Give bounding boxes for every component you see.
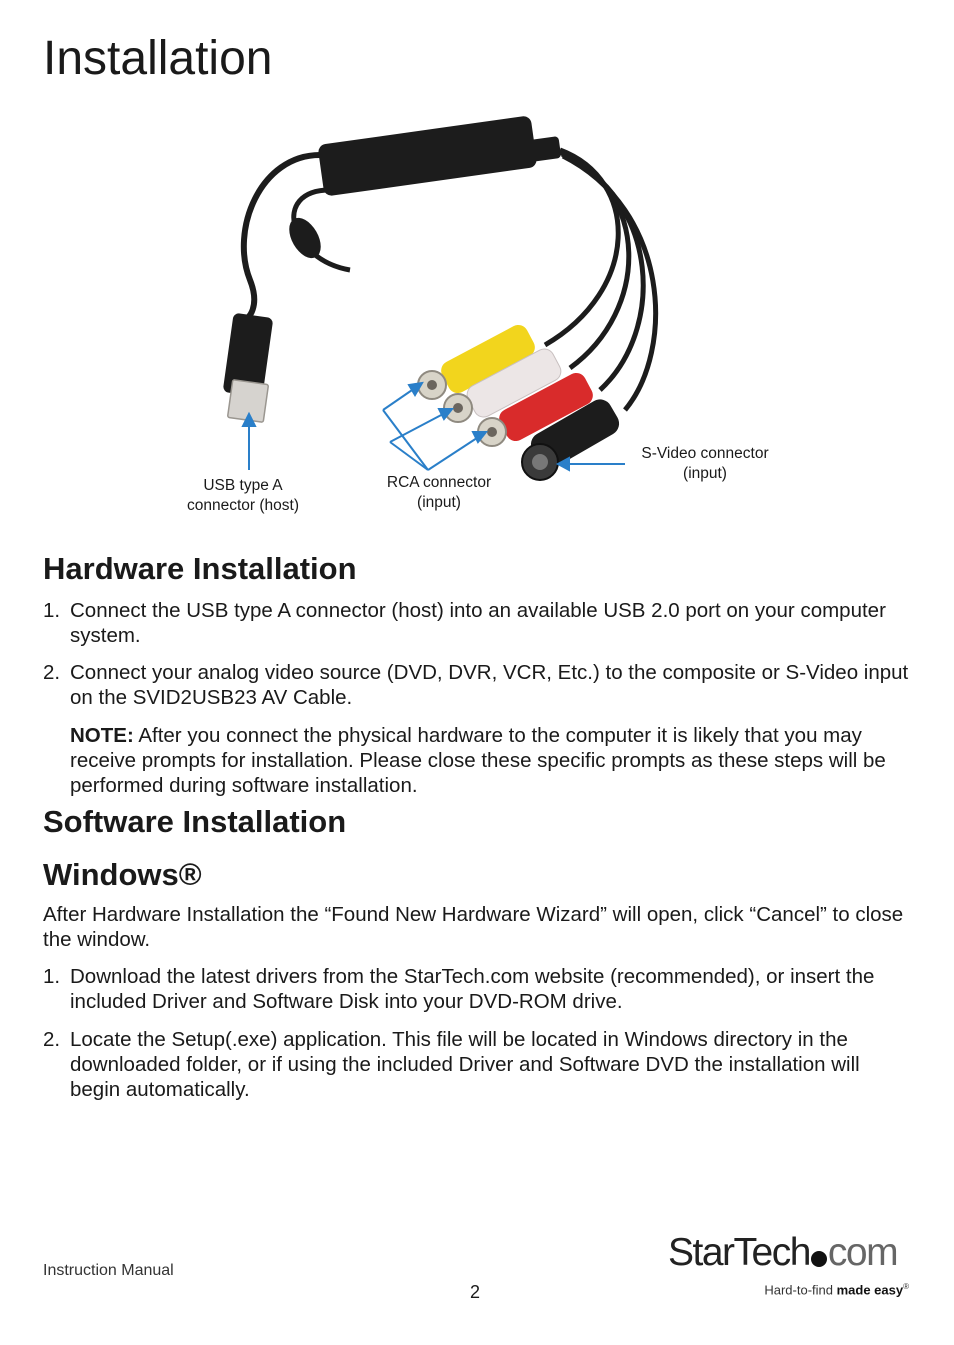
step-number: 1. bbox=[43, 599, 61, 622]
usb-callout-line2: connector (host) bbox=[187, 497, 299, 514]
software-installation-heading: Software Installation bbox=[43, 804, 347, 839]
step-number: 2. bbox=[43, 661, 61, 684]
step-text: Connect your analog video source (DVD, DVR, VCR, Etc.) to the composite or S-Video input on the SVID2USB23 AV Cable. bbox=[70, 661, 909, 709]
software-step-1 bbox=[43, 964, 913, 1014]
logo-wordmark bbox=[668, 1228, 897, 1278]
tagline-bold: made easy bbox=[836, 1282, 904, 1298]
software-step-2 bbox=[43, 1027, 913, 1102]
converter-body bbox=[317, 115, 537, 196]
hardware-step-1 bbox=[43, 598, 913, 648]
tagline-mark: ® bbox=[903, 1282, 909, 1291]
logo-tagline bbox=[764, 1282, 909, 1297]
svideo-callout-line1: S-Video connector bbox=[641, 445, 769, 462]
step-number: 1. bbox=[43, 965, 61, 988]
tagline-regular: Hard-to-find bbox=[764, 1282, 837, 1298]
rca-cables bbox=[545, 150, 618, 345]
step-number: 2. bbox=[43, 1028, 61, 1051]
step-text: Connect the USB type A connector (host) into an available USB 2.0 port on your computer system. bbox=[70, 599, 886, 647]
usb-callout bbox=[168, 476, 318, 516]
rca-callout-line1: RCA connector bbox=[386, 474, 492, 491]
startech-logo bbox=[668, 1228, 913, 1308]
svideo-callout-line2: (input) bbox=[683, 465, 727, 482]
page-number: 2 bbox=[470, 1282, 481, 1302]
strain-relief bbox=[529, 136, 562, 162]
windows-heading: Windows® bbox=[43, 857, 202, 892]
note-label: NOTE: bbox=[70, 724, 134, 747]
note-text: After you connect the physical hardware to the computer it is likely that you may receive prompts for installation. Please close these specific prompts as these steps will be performed during software installation. bbox=[70, 724, 886, 797]
hardware-installation-heading: Hardware Installation bbox=[43, 551, 357, 586]
rca-callout-line2: (input) bbox=[417, 494, 461, 511]
rca-callout bbox=[369, 473, 509, 513]
hardware-step-2 bbox=[43, 660, 913, 710]
footer-manual-label: Instruction Manual bbox=[43, 1262, 174, 1279]
logo-star-text: StarTech bbox=[668, 1231, 810, 1274]
step-text: Download the latest drivers from the StarTech.com website (recommended), or insert the included Driver and Software Disk into your DVD-ROM drive. bbox=[70, 965, 875, 1013]
svideo-callout bbox=[625, 444, 785, 484]
usb-callout-line1: USB type A bbox=[203, 477, 283, 494]
logo-dot-icon bbox=[811, 1251, 827, 1267]
windows-intro: After Hardware Installation the “Found New Hardware Wizard” will open, click “Cancel” to close the window. bbox=[43, 903, 904, 951]
page-title: Installation bbox=[43, 32, 273, 85]
logo-com-text: com bbox=[827, 1231, 898, 1274]
hardware-note bbox=[70, 723, 915, 798]
step-text: Locate the Setup(.exe) application. This file will be located in Windows directory in the downloaded folder, or if using the included Driver and Software DVD the installation will begin automatically. bbox=[70, 1028, 860, 1101]
